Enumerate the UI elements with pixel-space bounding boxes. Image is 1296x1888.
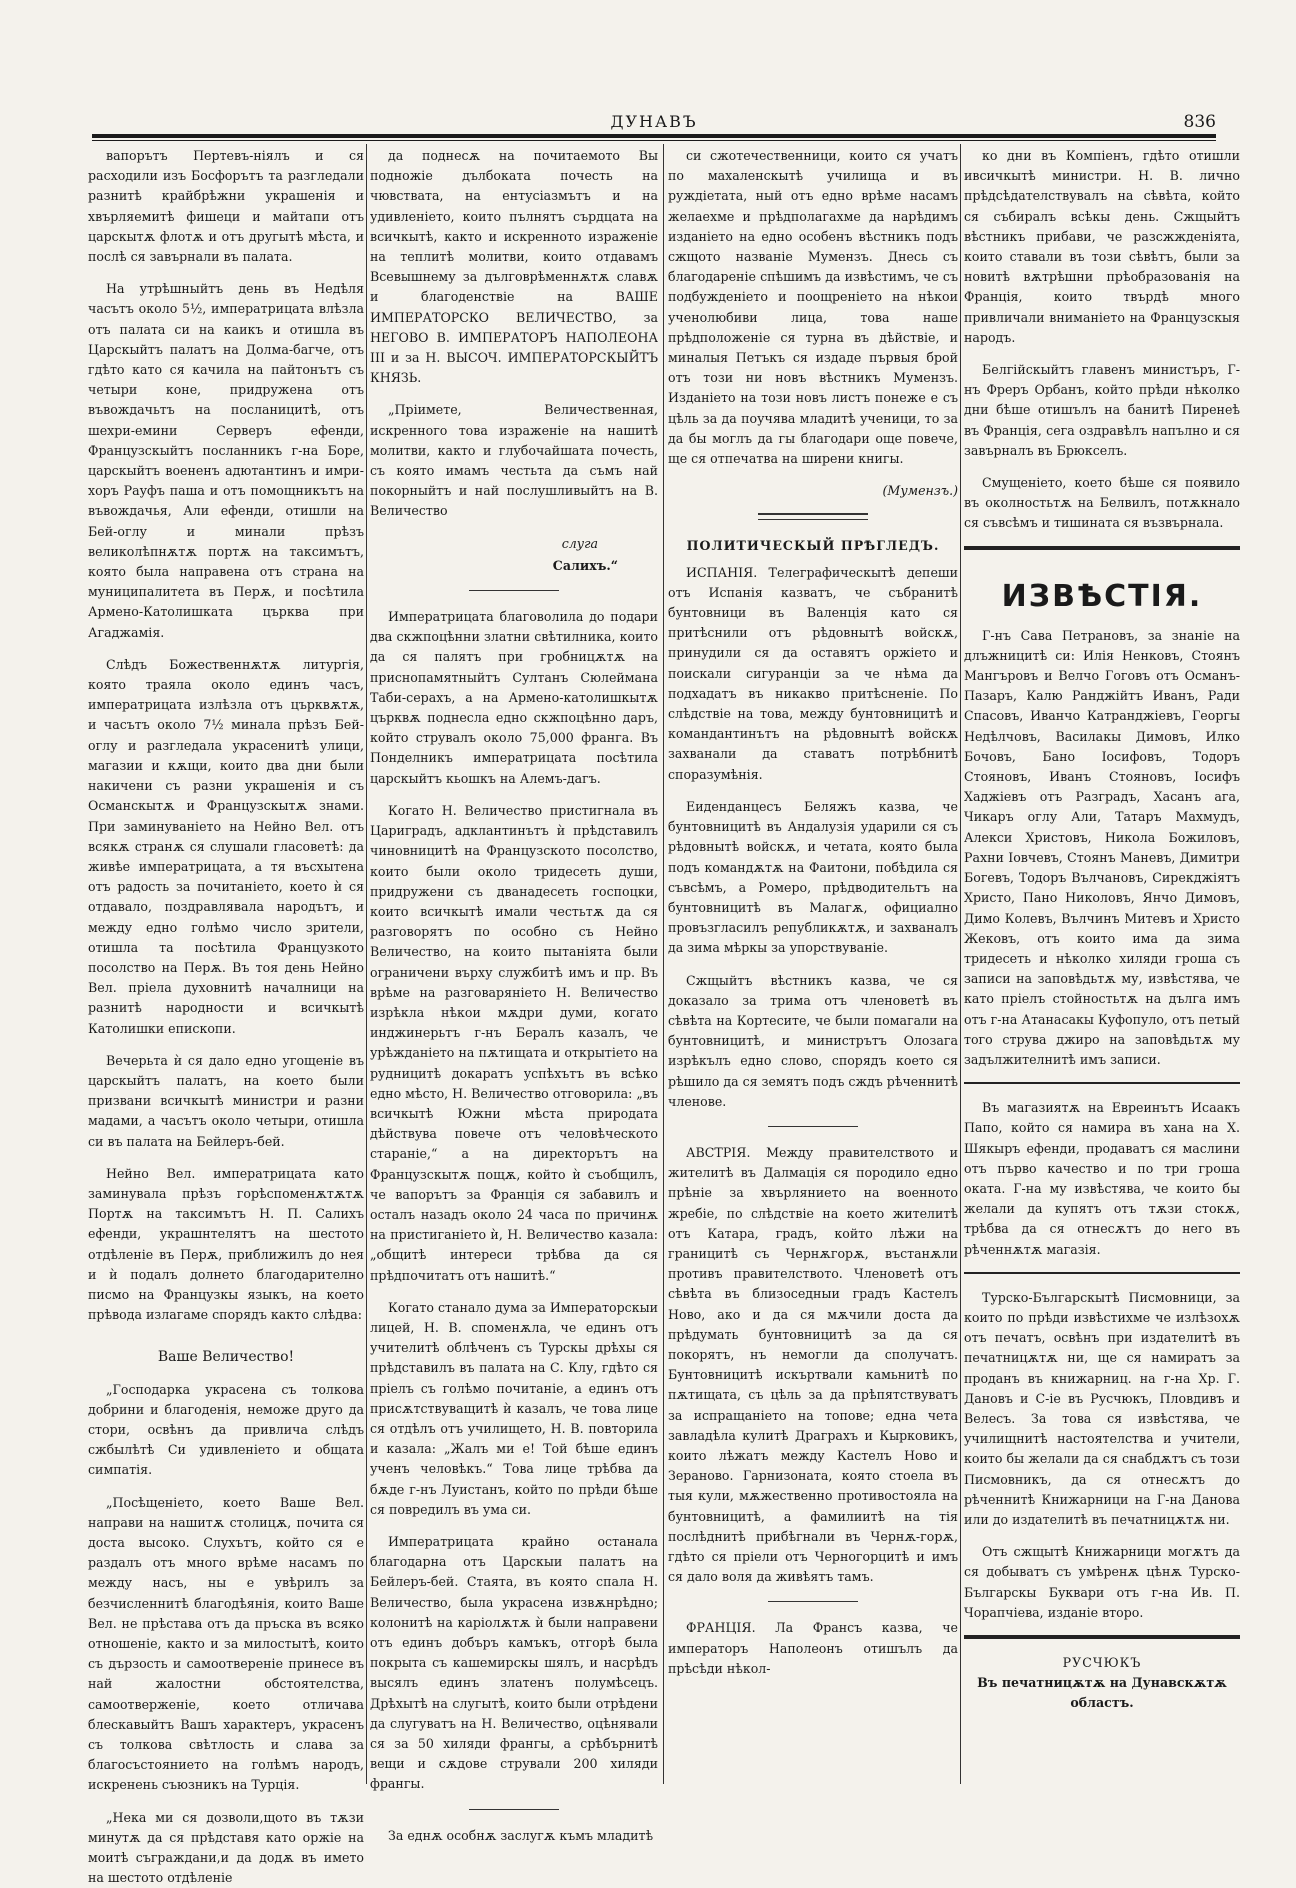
paragraph: Вечерьта ѝ ся дало едно угощеніе въ царскыйтъ палатъ, на което были призвани всичкытѣ министри и разни мадами, а часътъ около четыри, отишла си въ палата на Бейлеръ-бей. [88, 1052, 364, 1149]
paragraph: ИСПАНІЯ. Телеграфическытѣ депеши отъ Испанія казватъ, че събранитѣ бунтовници въ Валенція като ся притѣснили отъ рѣдовнытѣ войскѫ, принудили ся да оставятъ оржіето и поискали сигуранціи за че нѣма да подхадатъ въ никакво притѣсненіе. По слѣдствіе на това, между бунтовницитѣ и командантинътъ на рѣдовнытѣ войскѫ захванали да ставатъ потрѣбнитѣ споразумѣнія. [668, 564, 958, 782]
imprint-line: Въ печатницѫтѫ на Дунавскѫтѫ областъ. [977, 1675, 1227, 1711]
paragraph: Г-нъ Сава Петрановъ, за знаніе на длъжницитѣ си: Илія Ненковъ, Стоянъ Мангъровъ и Велчо Гоговъ отъ Османъ-Пазаръ, Калю Ранджійтъ Иванъ, Ради Спасовъ, Иванчо Катранджіевъ, Георгы Недѣлчовъ, Василакы Димовъ, Илко Бочовъ, Бано Іосифовъ, Тодоръ Стояновъ, Иванъ Стояновъ, Іосифъ Хаджіевъ отъ Разградъ, Хасанъ ага, Чикаръ оглу Али, Татаръ Махмудъ, Алекси Христовъ, Никола Божиловъ, Рахни Іовчевъ, Стоянъ Маневъ, Димитри Богевъ, Тодоръ Вълчановъ, Сирекджіятъ Христо, Пано Николовъ, Янчо Димовъ, Димо Колевъ, Вълчинъ Митевъ и Христо Жековъ, отъ които има да зима тридесеть и нѣколко хиляди гроша съ записи на заповѣдьтѫ му, извѣстява, че като пріелъ стойностьтѫ на дълга имъ отъ г-на Атанасакы Куфопуло, отъ петый того струва джиро на заповѣдьтѫ му задължителнитѣ имъ записи. [964, 627, 1240, 1067]
section-heading: ПОЛИТИЧЕСКЫЙ ПРѢГЛЕДЪ. [686, 538, 940, 554]
section-divider [964, 1635, 1240, 1639]
paragraph: Белгійскыйтъ главенъ министъръ, Г-нъ Фреръ Орбанъ, който прѣди нѣколко дни бѣше отишълъ на банитѣ Пиренеѣ въ Франція, сега оздравѣлъ напълно и ся завърналъ въ Брюкселъ. [964, 362, 1240, 458]
paragraph: Императрицата крайно останала благодарна отъ Царскыи палатъ на Бейлеръ-бей. Стаята, въ която спала Н. Величество, была украсена извѫнрѣдно; колонитѣ на каріолѫтѫ ѝ были направени отъ единъ добъръ камъкъ, отгорѣ была покрыта съ кашемирскы шялъ, и насрѣдъ высялъ единъ златенъ полумѣсецъ. Дрѣхытѣ на слугытѣ, които были отрѣдени да слугуватъ на Н. Величество, оцѣнявали ся за 50 хиляди франгы, а срѣбърнитѣ вещи и сѫдове стрували 200 хиляди франгы. [370, 1534, 658, 1792]
letter-salutation: Ваше Величество! [157, 1349, 295, 1366]
paragraph: си сжотечественници, които ся учатъ по махаленскытѣ училища и въ руждіетата, ный отъ едно врѣме насамъ желаехме и прѣдполагахме да нарѣдимъ изданіето на едно особенъ вѣстникъ подъ сжщото названіе Мумензъ. Днесь съ благодареніе спѣшимъ да извѣстимъ, че съ подбужденіето и поощреніето на нѣкои ученолюбиви лица, това наше прѣдположеніе ся турна въ дѣйствіе, и миналыя Петъкъ ся издаде първыя брой отъ този ни новъ вѣстникъ Мумензъ. Изданіето на този новъ листъ понеже е съ цѣль за да поучява младитѣ ученици, то за да бы моглъ да гы благодари още повече, ще ся отпечатва на ширени книгы. [668, 148, 958, 467]
paragraph: За еднѫ особнѫ заслугѫ къмъ младитѣ [388, 1827, 654, 1843]
section-divider [964, 546, 1240, 550]
column-3 [668, 146, 958, 1786]
column-1 [88, 146, 364, 1886]
paragraph: вапорътъ Пертевъ-ніялъ и ся расходили изъ Босфорътъ та разгледали разнитѣ крайбрѣжни украшенія и хвърляемитѣ фишеци и майтапи отъ царскытѫ флотѫ и отъ другытѣ мѣста, и послѣ ся завърнали въ палата. [88, 148, 364, 265]
paragraph: Когато Н. Величество пристигнала въ Цариградъ, адклантинътъ ѝ прѣдставилъ чиновницитѣ на Французското посолство, които были около тридесеть души, придружени съ дванадесеть госпоцки, които всичкытѣ имали честьтѫ да ся разговорятъ по особно съ Нейно Величество, на които пытаніята были ограничени върху службитѣ имъ и пр. Въ врѣме на разговаряніето Н. Величество изрѣкла нѣкои мѫдри думи, когато инджинерьтъ г-нъ Бералъ казалъ, че урѣжданіето на пѫтищата и открытіето на рудницитѣ докаратъ успѣхътъ въ всѣко едно мѣсто, Н. Величество отговорила: „въ всичкытѣ Южни мѣста природата дѣйствува повече отъ человѣческото стараніе,“ а на директорътъ на Французскытѫ пощѫ, който ѝ съобщилъ, че вапорътъ за Франція ся забавилъ и осталъ назадъ около 24 часа по причинѫ на пристиганіето ѝ, Н. Величество казала: „общитѣ интереси трѣбва да ся прѣдпочитатъ отъ нашитѣ.“ [370, 802, 658, 1283]
column-divider [366, 144, 367, 1784]
section-divider [768, 1126, 858, 1127]
column-divider [663, 144, 664, 1784]
news-heading: ИЗВѢСТІЯ. [1001, 578, 1203, 614]
paragraph: На утрѣшныйтъ день въ Недѣля часътъ около 5½, императрицата влѣзла отъ палата си на каикъ и отишла въ Царскыйтъ палатъ на Долма-багче, отъ гдѣто като ся качила на пайтонътъ съ четыри коне, придружена отъ въвождачьтъ на посланицитѣ, отъ шехри-емини Серверъ ефенди, Французскыйтъ посланникъ г-на Боре, царскыйтъ воененъ адютантинъ и имри-хоръ Рауфъ паша и отъ помощникътъ на въвождачья, Али ефенди, отишли на Бей-оглу и минали прѣзъ великолѣпнѫтѫ портѫ на таксимътъ, която была направена отъ страна на муниципалитета въ Перѫ, и посѣтила Армено-Католишката църква при Агаджамія. [88, 281, 364, 640]
letter-signature: Салихъ.“ [552, 557, 618, 573]
paragraph: Смущеніето, което бѣше ся появило въ околностьтѫ на Белвилъ, потѫкнало ся съвсѣмъ и тишината ся възвърнала. [964, 475, 1240, 531]
column-divider [960, 144, 961, 1784]
section-divider [469, 590, 559, 591]
paragraph: Императрицата благоволила до подари два скжпоцѣнни златни свѣтилника, които да ся палятъ при гробницѫтѫ на приснопамятныйтъ Султанъ Сюлеймана Таби-серахъ, а на Армено-католишкытѫ църквѫ поднесла едно скжпоцѣнно даръ, който струвалъ около 75,000 франга. Въ Понделникъ императрицата посѣтила царскыйтъ кьошкъ на Алемъ-дагъ. [370, 609, 658, 786]
header-rule-thin [92, 140, 1216, 141]
paragraph: ко дни въ Компіенъ, гдѣто отишли ивсичкытѣ министри. Н. В. лично прѣдсѣдателствувалъ на сѣвѣта, който ся събиралъ всѣкы день. Сжщыйтъ вѣстникъ прибави, че разсжжденіята, които ставали въ този сѣвѣтъ, были за новитѣ вѫтрѣшни прѣобразованія на Франція, които твърдѣ много привличали вниманіето на Французскыя народъ. [964, 148, 1240, 345]
section-divider [964, 1272, 1240, 1274]
source-credit: (Мумензъ.) [882, 483, 958, 499]
paragraph: да поднесѫ на почитаемото Вы подножіе дълбоката почесть на чювствата, на ентусіазмътъ и на удивленіето, които пълнятъ сърдцата на всичкытѣ, както и искренното израженіе на теплитѣ молитви, които отдавамъ Всевышнему за дълговрѣменнѫтѫ славѫ и благоденствіе на ВАШЕ ИМПЕРАТОРСКО ВЕЛИЧЕСТВО, за НЕГОВО В. ИМПЕРАТОРЪ НАПОЛЕОНА III и за Н. ВЫСОЧ. ИМПЕРАТОРСКЫЙТЪ КНЯЗЬ. [370, 148, 658, 386]
paragraph: Слѣдъ Божественнѫтѫ литургія, която траяла около единъ часъ, императрицата излѣзла отъ църквѫтѫ, и часътъ около 7½ минала прѣзъ Бей-оглу и разгледала украсенитѣ улици, магазии и кѫщи, които два дни были накичени съ разни украшенія и съ Османскытѫ и Французскытѫ знами. При заминуваніето на Нейно Вел. отъ всякѫ странѫ ся слушали гласоветѣ: да живѣе императрицата, а тя въсхытена отъ радость за почитаніето, което ѝ ся отдавало, поздравлявала народътъ, и между едно голѣмо число зрители, отишла та посѣтила Французкото посолство на Перѫ. Въ тоя день Нейно Вел. пріела духовнитѣ началници на разнитѣ народности и всичкытѣ Католишки епископи. [88, 656, 364, 1036]
newspaper-title: ДУНАВЪ [610, 112, 698, 131]
section-divider [964, 1082, 1240, 1084]
paragraph: АВСТРІЯ. Между правителството и жителитѣ въ Далмація ся породило едно прѣніе за хвърлянието на военното жребіе, по слѣдствіе на което жителитѣ отъ Катара, градъ, който лѣжи на границитѣ съ Чернѫгорѫ, въстанѫли противъ правителството. Членоветѣ отъ сѣвѣта въ близоседныи градъ Кастелъ Ново, ако и да ся мѫчили доста да прѣдумать бунтовницитѣ за да ся покорятъ, нъ немогли да сполучатъ. Бунтовницитѣ искъртвали камьнитѣ по пѫтищата, съ цѣль за да прѣпятствуватъ за испращаніето на топове; една чета завладѣла кулитѣ Драграхъ и Кырковикъ, които лѣжатъ между Кастелъ Ново и Зераново. Гарнизоната, която стоела въ тыя кули, мѫжественно противостояла на бунтовницитѣ, а фамилиитѣ на тія послѣднитѣ прибѣгнали въ Чернѫ-горѫ, гдѣто ся пріели отъ Черногорцитѣ и имъ ся дало воля да живѣятъ тамъ. [668, 1144, 958, 1585]
paragraph: Отъ сжщытѣ Книжарници могѫтъ да ся добыватъ съ умѣренѫ цѣнѫ Турско-Българскы Буквари отъ г-на Ив. П. Чорапчіева, изданіе второ. [964, 1544, 1240, 1620]
paragraph: Нейно Вел. императрицата като заминувала прѣзъ горѣспоменѫтѫтѫ Портѫ на таксимътъ Н. П. Салихъ ефенди, украшнтелятъ на шестото отдѣленіе въ Перѫ, приближилъ до нея и ѝ подалъ долнето благодарително писмо на Французкы языкъ, на което прѣвода излагаме спорядъ както слѣдва: [88, 1165, 364, 1323]
imprint-city: РУСЧЮКЪ [1062, 1655, 1142, 1670]
column-2 [370, 146, 659, 1843]
column-4 [964, 146, 1240, 1786]
paragraph: „Господарка украсена съ толкова добрини и благоденія, неможе друго да стори, освѣнъ да привлича слѣдъ сжбылѣтѣ Си удивленіето и общата симпатія. [88, 1381, 364, 1478]
paragraph: ФРАНЦІЯ. Ла Франсъ казва, че императоръ Наполеонъ отишълъ да прѣсѣди нѣкол- [668, 1620, 958, 1676]
paragraph: Когато станало дума за Императорскыи лицей, Н. В. споменѫла, че единъ отъ учителитѣ облѣченъ съ Турскы дрѣхы ся прѣдставилъ въ палата на С. Клу, гдѣто ся пріелъ съ голѣмо почитаніе, а единъ отъ присѫтствуващитѣ ѝ казалъ, че това лице ся отдѣлъ отъ училището, Н. В. повторила и казала: „Жалъ ми е! Той бѣше единъ ученъ человѣкъ.“ Това лице трѣбва да бѫде г-нъ Луистанъ, който по прѣди бѣше ся повредилъ въ ума си. [370, 1299, 659, 1517]
section-divider [469, 1809, 559, 1810]
section-divider [768, 1601, 858, 1602]
paragraph: Сжщыйтъ вѣстникъ казва, че ся доказало за трима отъ членоветѣ въ сѣвѣта на Кортесите, че были помагали на бунтовницитѣ, и министрътъ Олозага изрѣкълъ едно слово, спорядъ което ся рѣшило да ся земятъ подъ сждъ рѣченнитѣ членове. [668, 972, 958, 1109]
paragraph: „Посѣщеніето, което Ваше Вел. направи на нашитѫ столицѫ, почита ся доста высоко. Слухътъ, който ся е раздалъ отъ много врѣме насамъ по между насъ, ны е увѣрилъ за безчисленнитѣ благодѣянія, които Ваше Вел. не прѣстава отъ да пръска въ всяко отношеніе, както и за милостытѣ, които съ дързость и самоотвереніе принесе въ най жалостни обстоятелства, самоотверженіе, което отличава блескавыйтъ Вашъ характеръ, украсенъ съ толкова свѣтлость и слава за благосъстоянието на голѣмъ народъ, искренень съюзникъ на Турція. [88, 1494, 364, 1793]
paragraph: „Нека ми ся дозволи,щото въ тѫзи минутѫ да ся прѣдставя като оржіе на моитѣ съграждани,и да додѫ въ името на шестото отдѣленіе [88, 1809, 364, 1886]
page-number: 836 [1183, 112, 1216, 132]
paragraph: „Пріимете, Величественная, искренного това израженіе на нашитѣ молитви, както и глубочайшата почесть, съ която имамъ честьта да съмъ най покорныйтъ и най послушливыйтъ на В. Величество [370, 402, 658, 519]
section-divider [758, 513, 868, 520]
paragraph: Въ магазиятѫ на Евреинътъ Исаакъ Папо, който ся намира въ хана на Х. Шякыръ ефенди, продаватъ ся маслини отъ първо качество и по три гроша оката. Г-на му извѣстява, че които бы желали да купятъ отъ тѫзи стокѫ, трѣбва да ся отнесѫтъ до него въ рѣченнѫтѫ магазія. [964, 1100, 1240, 1257]
header-rule-thick [92, 134, 1216, 138]
paragraph: Турско-Българскытѣ Писмовници, за които по прѣди извѣстихме че излѣзохѫ отъ печатъ, освѣнъ при издателитѣ въ печатницѫтѫ ни, ще ся намиратъ за проданъ въ книжарниц. на г-на Хр. Г. Дановъ и С-іе въ Русчюкъ, Пловдивъ и Велесъ. За това ся извѣстява, че училищнитѣ настоятелства и учители, които бы желали да ся снабдѫтъ съ този Писмовникъ, да ся отнесѫтъ до рѣченнитѣ Книжарници на Г-на Данова или до издателитѣ въ печатницѫтѫ ни. [964, 1289, 1240, 1527]
letter-closing-word: слуга [561, 535, 598, 551]
paragraph: Еиденданцесъ Беляжъ казва, че бунтовницитѣ въ Андалузія ударили ся съ рѣдовнытѣ войскѫ, и четата, която была подъ командѫтѫ на Фаитони, побѣдила ся съвсѣмъ, а Ромеро, прѣдводительтъ на бунтовницитѣ въ Малагѫ, официално провъзгласилъ републикѫтѫ, и захваналъ да зима мѣркы за упорствуваніе. [668, 798, 958, 956]
